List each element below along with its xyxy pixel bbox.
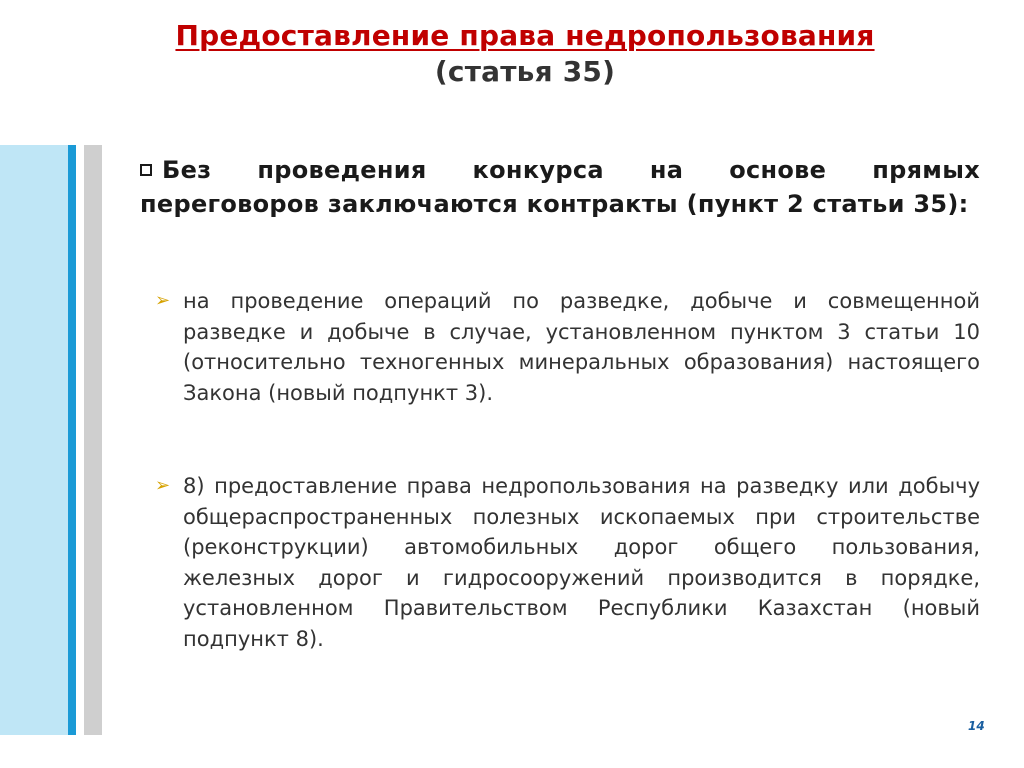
title-line-1: Предоставление права недропользования (175, 19, 875, 52)
left-light-band (0, 145, 68, 735)
slide-title (0, 18, 1024, 90)
checkbox-bullet-icon (140, 164, 152, 176)
left-gray-stripe (84, 145, 102, 735)
title-line-2: (статья 35) (434, 55, 616, 88)
list-item (155, 286, 980, 408)
page-number: 14 (968, 719, 985, 733)
arrow-bullet-icon: ➢ (155, 475, 171, 496)
arrow-bullet-icon: ➢ (155, 290, 171, 311)
lead-text: Без проведения конкурса на основе прямых переговоров заключаются контракты (пункт 2 статьи 35): (140, 156, 980, 218)
left-white-gap (76, 145, 84, 735)
list-item (155, 471, 980, 655)
list-item-text: 8) предоставление права недропользования на разведку или добычу общераспространенных полезных ископаемых при строительстве (реконструкции) автомобильных дорог общего пользования, железных дорог и гидросооружений производится в порядке, установленном Правительством Республики Казахстан (новый подпункт 8). (183, 474, 980, 651)
list-item-text: на проведение операций по разведке, добыче и совмещенной разведке и добыче в случае, установленном пунктом 3 статьи 10 (относительно техногенных минеральных образования) настоящего Закона (новый подпункт 3). (183, 289, 980, 405)
left-blue-stripe (68, 145, 76, 735)
lead-paragraph (140, 153, 980, 221)
